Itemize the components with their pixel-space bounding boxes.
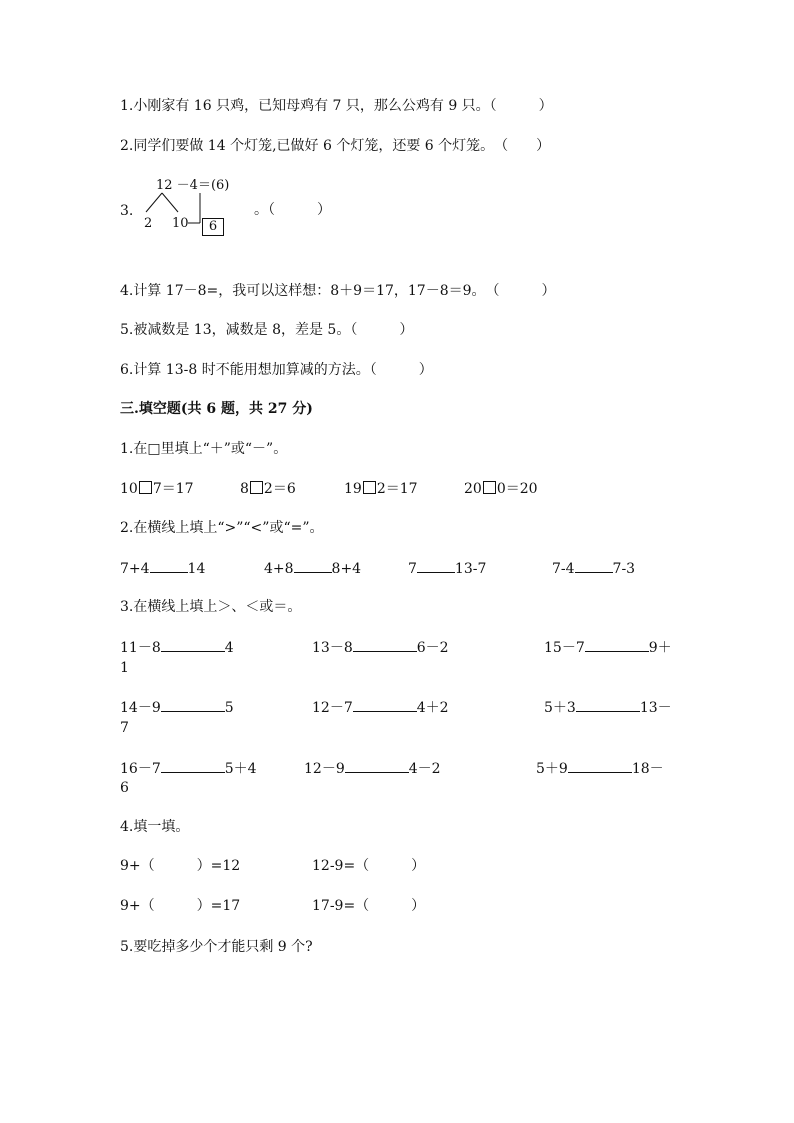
fill-q4-item: 12-9=（ ） [312,858,426,874]
judgment-q4: 4.计算 17－8=，我可以这样想：8＋9＝17，17－8＝9。 （ ） [120,283,556,299]
fill-q3-item: 15－7 9＋ [544,637,672,657]
answer-blank[interactable] [294,558,332,573]
q3-middle-part: 10 [172,216,189,231]
fill-q2-prompt: 2.在横线上填上“>”“<”或“=”。 [120,520,324,536]
fill-q1-item: 10 7＝17 [120,481,194,497]
answer-blank[interactable] [353,697,417,712]
fill-q2-item: 7+4 14 [120,558,205,578]
answer-blank[interactable] [585,637,649,652]
fill-q3-wrap: 7 [120,720,129,736]
fill-q4-item: 9+（ ）=12 [120,858,241,874]
fill-q3-item: 14－9 5 [120,697,234,717]
answer-blank[interactable] [417,558,455,573]
answer-blank[interactable] [575,558,613,573]
answer-blank[interactable] [161,637,225,652]
fill-q5-prompt: 5.要吃掉多少个才能只剩 9 个? [120,939,313,955]
q3-equation: 12 －4＝(6) [156,178,230,193]
answer-box[interactable] [363,481,376,494]
fill-q4-item: 17-9=（ ） [312,898,426,914]
answer-blank[interactable] [150,558,188,573]
judgment-q2: 2.同学们要做 14 个灯笼,已做好 6 个灯笼，还要 6 个灯笼。 （ ） [120,138,551,154]
fill-q3-item: 5＋3 13－ [544,697,672,717]
fill-q2-item: 7 13-7 [408,558,486,578]
answer-box[interactable] [139,481,152,494]
fill-q3-prompt: 3.在横线上填上＞、＜或＝。 [120,599,302,615]
fill-q3-item: 12－7 4＋2 [312,697,449,717]
answer-blank[interactable] [576,697,640,712]
fill-q4-item: 9+（ ）=17 [120,898,241,914]
fill-q3-item: 12－9 4－2 [304,758,441,778]
fill-q3-wrap: 6 [120,780,129,796]
fill-q2-item: 4+8 8+4 [264,558,361,578]
q3-number: 3. [120,203,134,219]
fill-q1-item: 19 2＝17 [344,481,418,497]
q3-answer-box: 6 [202,218,224,236]
answer-box[interactable] [483,481,496,494]
answer-box[interactable] [250,481,263,494]
fill-q3-item: 11－8 4 [120,637,234,657]
judgment-q5: 5.被减数是 13，减数是 8，差是 5。（ ） [120,322,414,338]
fill-q3-item: 13－8 6－2 [312,637,449,657]
fill-q1-item: 8 2＝6 [240,481,296,497]
answer-blank[interactable] [161,758,225,773]
answer-blank[interactable] [345,758,409,773]
fill-q2-item: 7-4 7-3 [552,558,635,578]
fill-q1-item: 20 0＝20 [464,481,538,497]
fill-q3-wrap: 1 [120,660,129,676]
answer-blank[interactable] [568,758,632,773]
q3-tail: 。（ ） [254,202,331,218]
answer-blank[interactable] [353,637,417,652]
answer-blank[interactable] [161,697,225,712]
fill-q1-prompt: 1.在□里填上“＋”或“－”。 [120,441,288,457]
fill-q3-item: 5＋9 18－ [536,758,664,778]
fill-q4-prompt: 4.填一填。 [120,819,190,835]
q3-left-part: 2 [144,216,153,231]
judgment-q6: 6.计算 13-8 时不能用想加算减的方法。（ ） [120,362,433,378]
section-title: 三.填空题(共 6 题，共 27 分) [120,401,313,417]
judgment-q1: 1.小刚家有 16 只鸡，已知母鸡有 7 只，那么公鸡有 9 只。（ ） [120,98,553,114]
fill-q3-item: 16－7 5＋4 [120,758,257,778]
